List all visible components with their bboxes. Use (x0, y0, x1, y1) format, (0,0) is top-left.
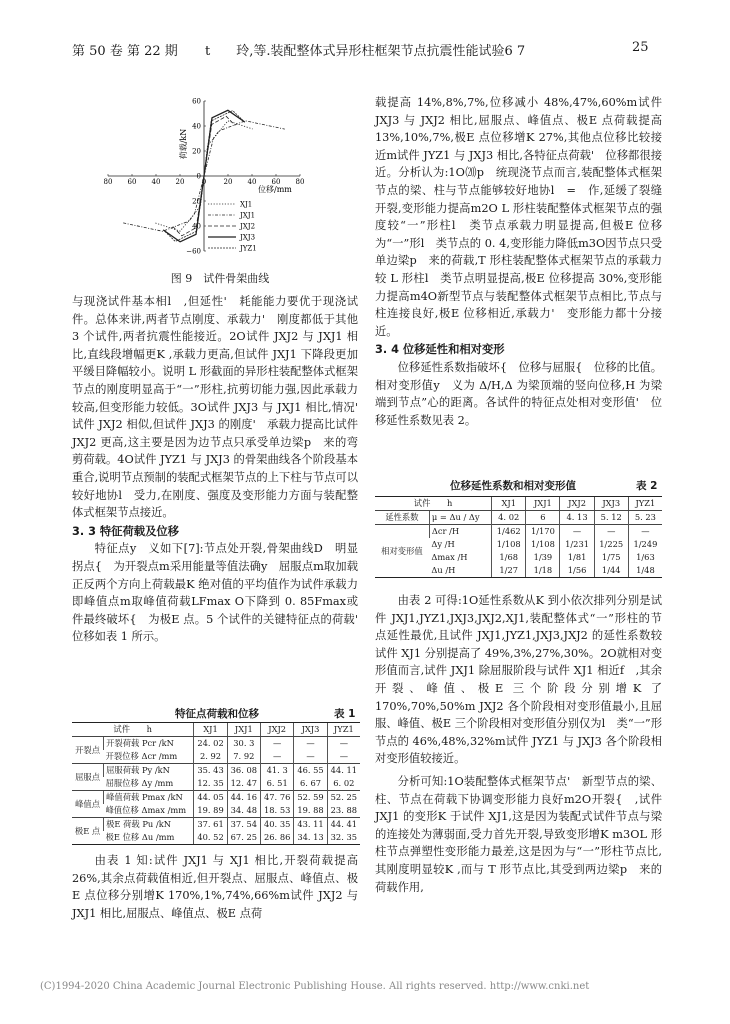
table-cell: 12. 35 (194, 777, 227, 791)
table-label-cell: 开裂位移 Δcr /mm (105, 751, 178, 761)
table-row (72, 804, 360, 818)
table1-title: 特征点荷载和位移 (175, 708, 259, 720)
table-header-cell: JXJ2 (261, 723, 294, 737)
table-cell: 35. 43 (194, 764, 227, 778)
skeleton-curve-chart (90, 88, 340, 268)
table-cell: 1/68 (492, 551, 526, 564)
table-cell: 44. 11 (327, 764, 360, 778)
x-tick-label: 20 (223, 178, 233, 186)
table-row (72, 818, 360, 832)
table-label-cell: Δcr /H (429, 525, 491, 539)
y-tick-label: 60 (192, 97, 201, 106)
table-cell: 7. 92 (227, 750, 260, 764)
x-axis-label: 位移/mm (258, 185, 292, 194)
page-number: 25 (632, 40, 649, 55)
left-column (72, 293, 370, 646)
table-cell: 37. 61 (194, 818, 227, 832)
table-cell: 1/231 (560, 538, 594, 551)
x-tick-label: 60 (271, 178, 281, 186)
table-group-cell: 屈服点 (72, 764, 104, 791)
table-cell: 4. 13 (560, 511, 594, 525)
table-cell: 1/225 (594, 538, 628, 551)
table-cell: — (294, 737, 327, 751)
table-cell: 1/56 (560, 564, 594, 578)
table-row (72, 750, 360, 764)
table-header-cell: 试件 h (375, 497, 492, 511)
y-tick-label: 20 (192, 197, 201, 206)
table-cell: 44. 05 (194, 791, 227, 805)
y-tick-label: −60 (186, 247, 201, 256)
table-cell: 1/170 (526, 525, 560, 539)
table-group-cell: 极E 点 (72, 818, 104, 845)
table-group-cell: 延性系数 (385, 512, 419, 522)
table-cell: 19. 89 (194, 804, 227, 818)
table-header-cell: JXJ3 (294, 723, 327, 737)
table-label-cell: 屈服位移 Δy /mm (105, 778, 174, 788)
table-row (72, 831, 360, 845)
table2-label: 表 2 (636, 480, 658, 492)
table-cell: — (261, 737, 294, 751)
table-label-cell: Δu /H (429, 564, 491, 578)
table-cell: 52. 25 (327, 791, 360, 805)
table-cell: 12. 47 (227, 777, 260, 791)
left-column-bottom (72, 852, 358, 922)
x-tick-label: 20 (175, 178, 185, 186)
paragraph: 由表 1 知:试件 JXJ1 与 XJ1 相比,开裂荷载提高 26%,其余点荷载值相近,但开裂点、屈服点、峰值点、极E 点位移分别增K 170%,1%,74%,66%m试件 JXJ2 与 JXJ1 相比,屈服点、峰值点、极E 点荷 (72, 854, 358, 920)
legend-label: JYZ1 (240, 244, 257, 253)
table-group-cell: 开裂点 (75, 744, 101, 755)
table-cell: — (261, 750, 294, 764)
y-tick-label: 20 (192, 147, 201, 156)
table-cell: 1/39 (526, 551, 560, 564)
table-header-cell: JYZ1 (628, 497, 662, 511)
table-cell: 6. 67 (294, 777, 327, 791)
table-cell: — (594, 525, 628, 539)
table-cell: 26. 86 (261, 831, 294, 845)
table-cell: 46. 55 (294, 764, 327, 778)
table-label-cell: 开裂荷载 Pcr /kN (104, 737, 194, 751)
table-group-cell: 相对变形值 (375, 525, 429, 578)
table-header-cell: XJ1 (492, 497, 526, 511)
legend-label: XJ1 (240, 200, 253, 209)
copyright-footer: (C)1994-2020 China Academic Journal Electronic Publishing House. All rights reserved. http://www.cnki.net (40, 981, 590, 992)
table-group-cell: 峰值点 (72, 791, 104, 818)
table-cell: 1/81 (560, 551, 594, 564)
paragraph: 分析可知:1O装配整体式框架节点' 新型节点的梁、柱、节点在荷载下协调变形能力良好m2O开裂{ ,试件 JXJ1 的变形K 于试件 XJ1,这是因为装配式试件节点与梁的连接处为薄弱面,受力首先开裂,导致变形增K m3OL 形柱节点弹塑性变形能力最差,这是因为与“一”形柱节点比,其刚度明显较K ,而与 T 形节点比,其受到两边梁p 来的荷载作用, (375, 774, 662, 894)
legend-label: JXJ2 (240, 222, 256, 231)
table-cell: 1/249 (628, 538, 662, 551)
table1-label: 表 1 (334, 708, 356, 720)
table-2 (375, 496, 662, 578)
legend-label: JXJ1 (240, 211, 256, 220)
table-cell: 4. 02 (492, 511, 526, 525)
table-cell: 1/44 (594, 564, 628, 578)
table-cell: 6 (526, 511, 560, 525)
table-cell: — (560, 525, 594, 539)
table-cell: 1/108 (526, 538, 560, 551)
table-label-cell: 极E 位移 Δu /mm (104, 831, 194, 845)
table-cell: 36. 08 (227, 764, 260, 778)
y-axis-label: 荷载/kN (179, 128, 188, 160)
table-cell: 52. 59 (294, 791, 327, 805)
table-header-cell: JXJ1 (227, 723, 260, 737)
table-cell: 1/462 (492, 525, 526, 539)
table-cell: 34. 13 (294, 831, 327, 845)
x-tick-label: 60 (127, 178, 137, 186)
table-row (72, 777, 360, 791)
x-tick-label: 0 (201, 178, 207, 186)
table-cell: 32. 35 (327, 831, 360, 845)
table-cell: 40. 52 (194, 831, 227, 845)
table-cell: — (294, 750, 327, 764)
table-label-cell: 峰值荷载 Pmax /kN (104, 791, 194, 805)
table-cell: 1/27 (492, 564, 526, 578)
table-cell: 44. 16 (227, 791, 260, 805)
table-cell: 5. 23 (628, 511, 662, 525)
right-column (375, 94, 662, 429)
section-heading-3-4: 3. 4 位移延性和相对变形 (375, 343, 505, 357)
table-row (72, 764, 360, 778)
table-cell: 47. 76 (261, 791, 294, 805)
table-header-cell: JYZ1 (327, 723, 360, 737)
paragraph: 位移延性系数指破坏{ 位移与屈服{ 位移的比值。相对变形值y 义为 Δ/H,Δ 为梁顶端的竖向位移,H 为梁端到节点”心的距离。各试件的特征点处相对变形值' 位移延性系数见表 2。 (375, 360, 662, 427)
table-cell: 43. 11 (294, 818, 327, 832)
table-cell: 1/48 (628, 564, 662, 578)
table-header-cell: XJ1 (194, 723, 227, 737)
running-head-title: t 玲,等.装配整体式异形柱框架节点抗震性能试验6 7 (205, 44, 526, 59)
table-cell: — (628, 525, 662, 539)
table-cell: 30. 3 (227, 737, 260, 751)
paragraph: 与现浇试件基本相l ,但延性' 耗能能力要优于现浇试件。总体来讲,两者节点刚度、承载力' 刚度都低于其他 3 个试件,两者抗震性能接近。2O试件 JXJ2 与 JXJ1 相比,直线段增幅更K ,承载力更高,但试件 JXJ1 下降段更加平缓目降幅较小。说明 L 形截面的异形柱装配整体式框架节点的刚度明显高于“一”形柱,抗剪切能力强,因此承载力较高,但变形能力较低。3O试件 JXJ3 与 JXJ1 相比,情况' 试件 JXJ2 相似,但试件 JXJ3 的刚度' 承载力提高比试件 JXJ2 更高,这主要是因为边节点只承受单边梁p 来的弯剪荷载。4O试件 JYZ1 与 JXJ3 的骨架曲线各个阶段基本重合,说明节点预制的装配式框架节点的上下柱与节点可以较好地协l 受力,在刚度、强度及变形能力方面与装配整体式框架节点接近。 (72, 295, 370, 520)
table2-title: 位移延性系数和相对变形值 (450, 480, 576, 492)
table-cell: 19. 88 (294, 804, 327, 818)
table-cell: 34. 48 (227, 804, 260, 818)
table-row (375, 525, 662, 539)
paragraph: 由表 2 可得:1O延性系数从K 到小依次排列分别是试件 JXJ1,JYZ1,JXJ3,JXJ2,XJ1,装配整体式“一”形柱的节点延性最优,且试件 JXJ1,JYZ1,JXJ3,JXJ2 的延性系数较试件 XJ1 分别提高了 49%,3%,27%,30%。2O就相对变形值而言,试件 JXJ1 除屈服阶段与试件 XJ1 相近f ,其余开裂、峰值、极E 三个阶段分别增K 了 170%,70%,50%m JXJ2 各个阶段相对变形值最小,且屈服、峰值、极E 三个阶段相对变形值分别仅为l 类“一”形节点的 46%,48%,32%m试件 JYZ1 与 JXJ3 各个阶段相对变形值较接近。 (375, 594, 662, 766)
table-header-cell: JXJ2 (560, 497, 594, 511)
table-label-cell: 峰值位移 Δmax /mm (105, 805, 187, 815)
y-tick-label: 40 (192, 222, 201, 231)
table-label-cell: Δy /H (431, 539, 455, 549)
y-tick-label: 40 (192, 122, 201, 131)
table-label-cell: Δmax /H (431, 552, 468, 562)
table-label-cell: 极E 荷载 Pu /kN (104, 818, 194, 832)
table-cell: 6. 51 (261, 777, 294, 791)
table-cell: — (327, 750, 360, 764)
x-tick-label: 40 (247, 178, 257, 186)
table-row (375, 511, 662, 525)
figure-caption: 图 9 试件骨架曲线 (170, 272, 270, 285)
table-cell: 40. 35 (261, 818, 294, 832)
table-header-cell: JXJ1 (526, 497, 560, 511)
table-cell: 1/18 (526, 564, 560, 578)
table-cell: 5. 12 (594, 511, 628, 525)
table-cell: 6. 02 (327, 777, 360, 791)
x-tick-label: 80 (103, 178, 113, 186)
paragraph: 载提高 14%,8%,7%,位移减小 48%,47%,60%m试件 JXJ3 与 JXJ2 相比,屈服点、峰值点、极E 点荷载提高 13%,10%,7%,极E 点位移增K 27%,其他点位移比较接近m试件 JYZ1 与 JXJ3 相比,各特征点荷载' 位移都很接近。分析认为:1O⒇p 统现浇节点而言,装配整体式框架节点的梁、柱与节点能够较好地协l = 作,延缓了裂缝开裂,变形能力提高m2O L 形柱装配整体式框架节点的强度较“一”形柱l 类节点承载力明显提高,但极E 位移为“一”形l 类节点的 0. 4,变形能力降低m3O因节点只受单边梁p 来的荷载,T 形柱装配整体式框架节点的承载力较 L 形柱l 类节点明显提高,极E 位移提高 30%,变形能力提高m4O新型节点与装配整体式框架节点相比,节点与柱连接良好,极E 位移相近,承载力' 变形能力都十分接近。 (375, 96, 662, 338)
x-tick-label: 80 (295, 178, 305, 186)
x-tick-label: 40 (151, 178, 161, 186)
table-cell: — (327, 737, 360, 751)
table-label-cell: 屈服荷载 Py /kN (104, 764, 194, 778)
table-cell: 44. 41 (327, 818, 360, 832)
table-cell: 1/63 (628, 551, 662, 564)
table-cell: 24. 02 (194, 737, 227, 751)
chart-legend (208, 201, 257, 253)
table-cell: 37. 54 (227, 818, 260, 832)
table-header-cell: 试件 h (72, 723, 194, 737)
table-cell: 67. 25 (227, 831, 260, 845)
paragraph: 特征点y 义如下[7]:节点处开裂,骨架曲线D 明显拐点{ 为开裂点m采用能量等值法确y 屈服点m取加载正反两个方向上荷载最K 绝对值的平均值作为试件承载力即峰值点m取峰值荷载LFmax O下降到 0. 85Fmax或 件最终破坏{ 为极E 点。5 个试件的关键特征点的荷载' 位移如表 1 所示。 (72, 542, 370, 644)
right-column-bottom (375, 592, 662, 896)
y-tick-label: 0 (196, 172, 201, 181)
legend-label: JXJ3 (240, 233, 256, 242)
table-1 (72, 722, 360, 845)
table-cell: 2. 92 (194, 750, 227, 764)
table-row (72, 791, 360, 805)
table-cell: 1/108 (492, 538, 526, 551)
table-cell: 41. 3 (261, 764, 294, 778)
table-row (72, 737, 360, 751)
table-cell: 23. 88 (327, 804, 360, 818)
section-heading-3-3: 3. 3 特征荷载及位移 (72, 524, 179, 538)
table-label-cell: μ = Δu / Δy (429, 511, 491, 525)
table-cell: 18. 53 (261, 804, 294, 818)
table-header-cell: JXJ3 (594, 497, 628, 511)
table-cell: 1/75 (594, 551, 628, 564)
running-head-journal: 第 50 卷 第 22 期 (72, 44, 178, 59)
